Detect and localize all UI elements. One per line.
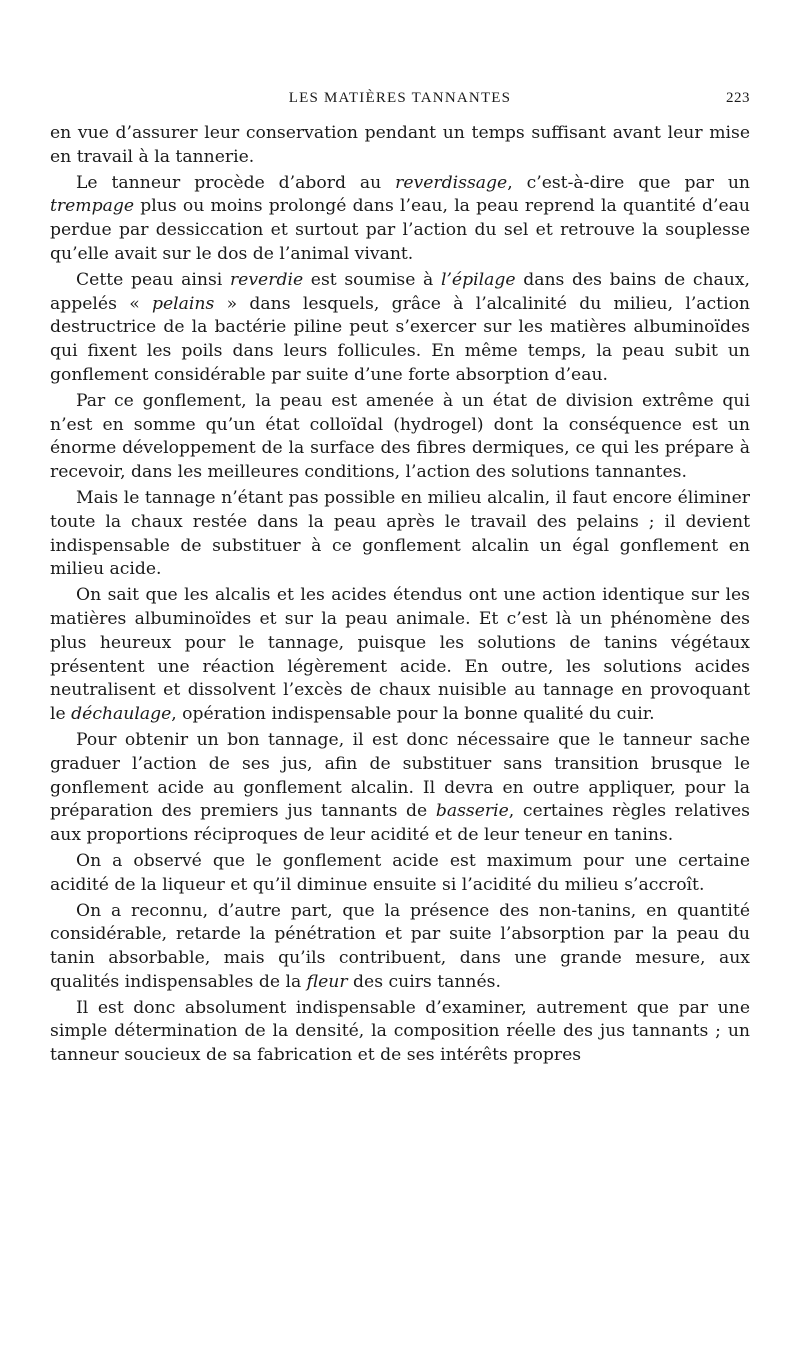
text-segment: On a observé que le gonflement acide est maximum pour une certaine acidité de la liqueur et qu’il diminue ensuite si l’acidité du milieu s’accroît. <box>50 850 750 895</box>
paragraph <box>50 487 750 582</box>
body-text <box>50 122 750 1068</box>
page-number: 223 <box>726 90 750 106</box>
text-segment: , c’est-à-dire que par un <box>507 172 750 193</box>
text-segment: Mais le tannage n’étant pas possible en milieu alcalin, il faut encore éliminer toute la chaux restée dans la peau après le travail des pelains ; il devient indispensable de substituer à ce gonflement alcalin un égal gonflement en milieu acide. <box>50 487 750 580</box>
text-segment: Il est donc absolument indispensable d’examiner, autrement que par une simple détermination de la densité, la composition réelle des jus tannants ; un tanneur soucieux de sa fabrication et de ses intérêts propres <box>50 997 750 1066</box>
text-segment: Pour obtenir un bon tannage, il est donc nécessaire que le tanneur sache graduer l’action de ses jus, afin de substituer sans transition brusque le gonflement acide au gonflement alcalin. Il devra en outre appliquer, pour la préparation des premiers jus tannants de <box>50 729 750 822</box>
text-segment: On a reconnu, d’autre part, que la présence des non-tanins, en quantité considérable, retarde la pénétration et par suite l’absorption par la peau du tanin absorbable, mais qu’ils contribuent, dans une grande mesure, aux qualités indispensables de la <box>50 900 750 992</box>
text-segment: Le tanneur procède d’abord au <box>76 172 396 193</box>
paragraph <box>50 997 750 1068</box>
italic-term: reverdie <box>229 269 304 290</box>
paragraph <box>50 729 750 848</box>
text-segment: des cuirs tannés. <box>347 971 501 992</box>
italic-term: déchaulage <box>71 704 172 725</box>
text-segment: On sait que les alcalis et les acides étendus ont une action identique sur les matières albuminoïdes et sur la peau animale. Et c’est là un phénomène des plus heureux pour le tannage, puisque les solutions de tanins végétaux présentent une réaction légèrement acide. En outre, les solutions acides neutralisent et dissolvent l’excès de chaux nuisible au tannage en provoquant le <box>50 585 750 725</box>
italic-term: trempage <box>50 196 135 217</box>
paragraph <box>50 122 750 170</box>
text-segment: dans des bains de chaux, appelés « <box>50 269 750 314</box>
italic-term: basserie <box>435 801 509 822</box>
paragraph <box>50 269 750 388</box>
italic-term: reverdissage <box>395 172 508 193</box>
paragraph <box>50 390 750 485</box>
text-segment: est soumise à <box>303 269 441 290</box>
running-head <box>50 90 750 114</box>
paragraph <box>50 172 750 267</box>
text-segment: , certaines règles relatives aux proportions réciproques de leur acidité et de leur teneur en tanins. <box>50 801 750 846</box>
italic-term: l’épilage <box>440 269 516 290</box>
book-page <box>50 90 750 1068</box>
running-title: LES MATIÈRES TANNANTES <box>288 90 512 106</box>
text-segment: , opération indispensable pour la bonne qualité du cuir. <box>171 704 655 725</box>
text-segment: » dans lesquels, grâce à l’alcalinité du milieu, l’action destructrice de la bactérie piline peut s’exercer sur les matières albuminoïdes qui fixent les poils dans leurs follicules. En même temps, la peau subit un gonflement considérable par suite d’une forte absorption d’eau. <box>50 293 750 385</box>
text-segment: plus ou moins prolongé dans l’eau, la peau reprend la quantité d’eau perdue par dessiccation et surtout par l’action du sel et retrouve la souplesse qu’elle avait sur le dos de l’animal vivant. <box>50 196 750 264</box>
italic-term: fleur <box>306 971 348 992</box>
italic-term: pelains <box>152 293 215 314</box>
text-segment: Cette peau ainsi <box>76 269 230 290</box>
paragraph <box>50 850 750 898</box>
text-segment: en vue d’assurer leur conservation pendant un temps suffisant avant leur mise en travail à la tannerie. <box>50 123 750 167</box>
paragraph <box>50 584 750 727</box>
text-segment: Par ce gonflement, la peau est amenée à un état de division extrême qui n’est en somme qu’un état colloïdal (hydrogel) dont la conséquence est un énorme développement de la surface des fibres dermiques, ce qui les prépare à recevoir, dans les meilleures conditions, l’action des solutions tannantes. <box>50 390 750 483</box>
paragraph <box>50 900 750 995</box>
